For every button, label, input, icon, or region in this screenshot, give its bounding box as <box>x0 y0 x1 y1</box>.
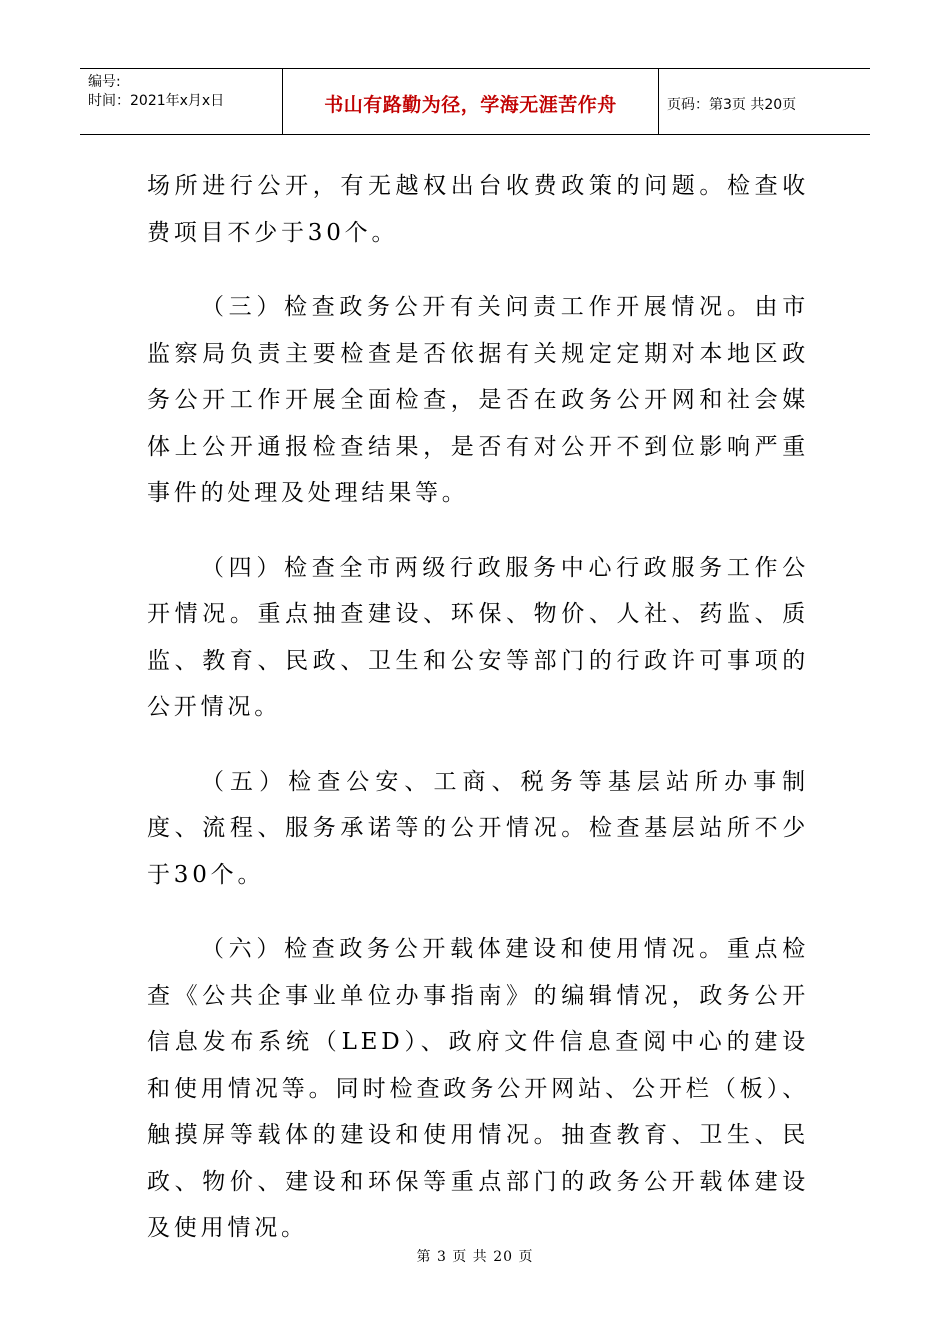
header-page-info: 页码：第3页 共20页 <box>667 96 797 113</box>
paragraph-continuation: 场所进行公开，有无越权出台收费政策的问题。检查收费项目不少于30个。 <box>147 173 809 246</box>
paragraph-section-5: （五）检查公安、工商、税务等基层站所办事制度、流程、服务承诺等的公开情况。检查基层站所不少于30个。 <box>147 768 809 888</box>
header-motto: 书山有路勤为径，学海无涯苦作舟 <box>324 94 617 116</box>
document-body <box>147 163 809 1252</box>
header-motto-cell <box>283 69 659 134</box>
paragraph-section-4: （四）检查全市两级行政服务中心行政服务工作公开情况。重点抽查建设、环保、物价、人社、药监、质监、教育、民政、卫生和公安等部门的行政许可事项的公开情况。 <box>147 554 809 720</box>
paragraph-section-6: （六）检查政务公开载体建设和使用情况。重点检查《公共企事业单位办事指南》的编辑情况，政务公开信息发布系统（LED）、政府文件信息查阅中心的建设和使用情况等。同时检查政务公开网站、公开栏（板）、触摸屏等载体的建设和使用情况。抽查教育、卫生、民政、物价、建设和环保等重点部门的政务公开载体建设及使用情况。 <box>147 936 809 1241</box>
document-number-label: 编号: <box>88 74 121 90</box>
paragraph-section-3: （三）检查政务公开有关问责工作开展情况。由市监察局负责主要检查是否依据有关规定定期对本地区政务公开工作开展全面检查，是否在政务公开网和社会媒体上公开通报检查结果，是否有对公开不到位影响严重事件的处理及处理结果等。 <box>147 294 809 506</box>
document-time-label: 时间：2021年x月x日 <box>88 93 225 109</box>
header-meta-cell <box>80 69 283 134</box>
header-page-cell <box>659 69 870 134</box>
document-header <box>80 68 870 135</box>
page-footer: 第 3 页 共 20 页 <box>416 1249 534 1265</box>
